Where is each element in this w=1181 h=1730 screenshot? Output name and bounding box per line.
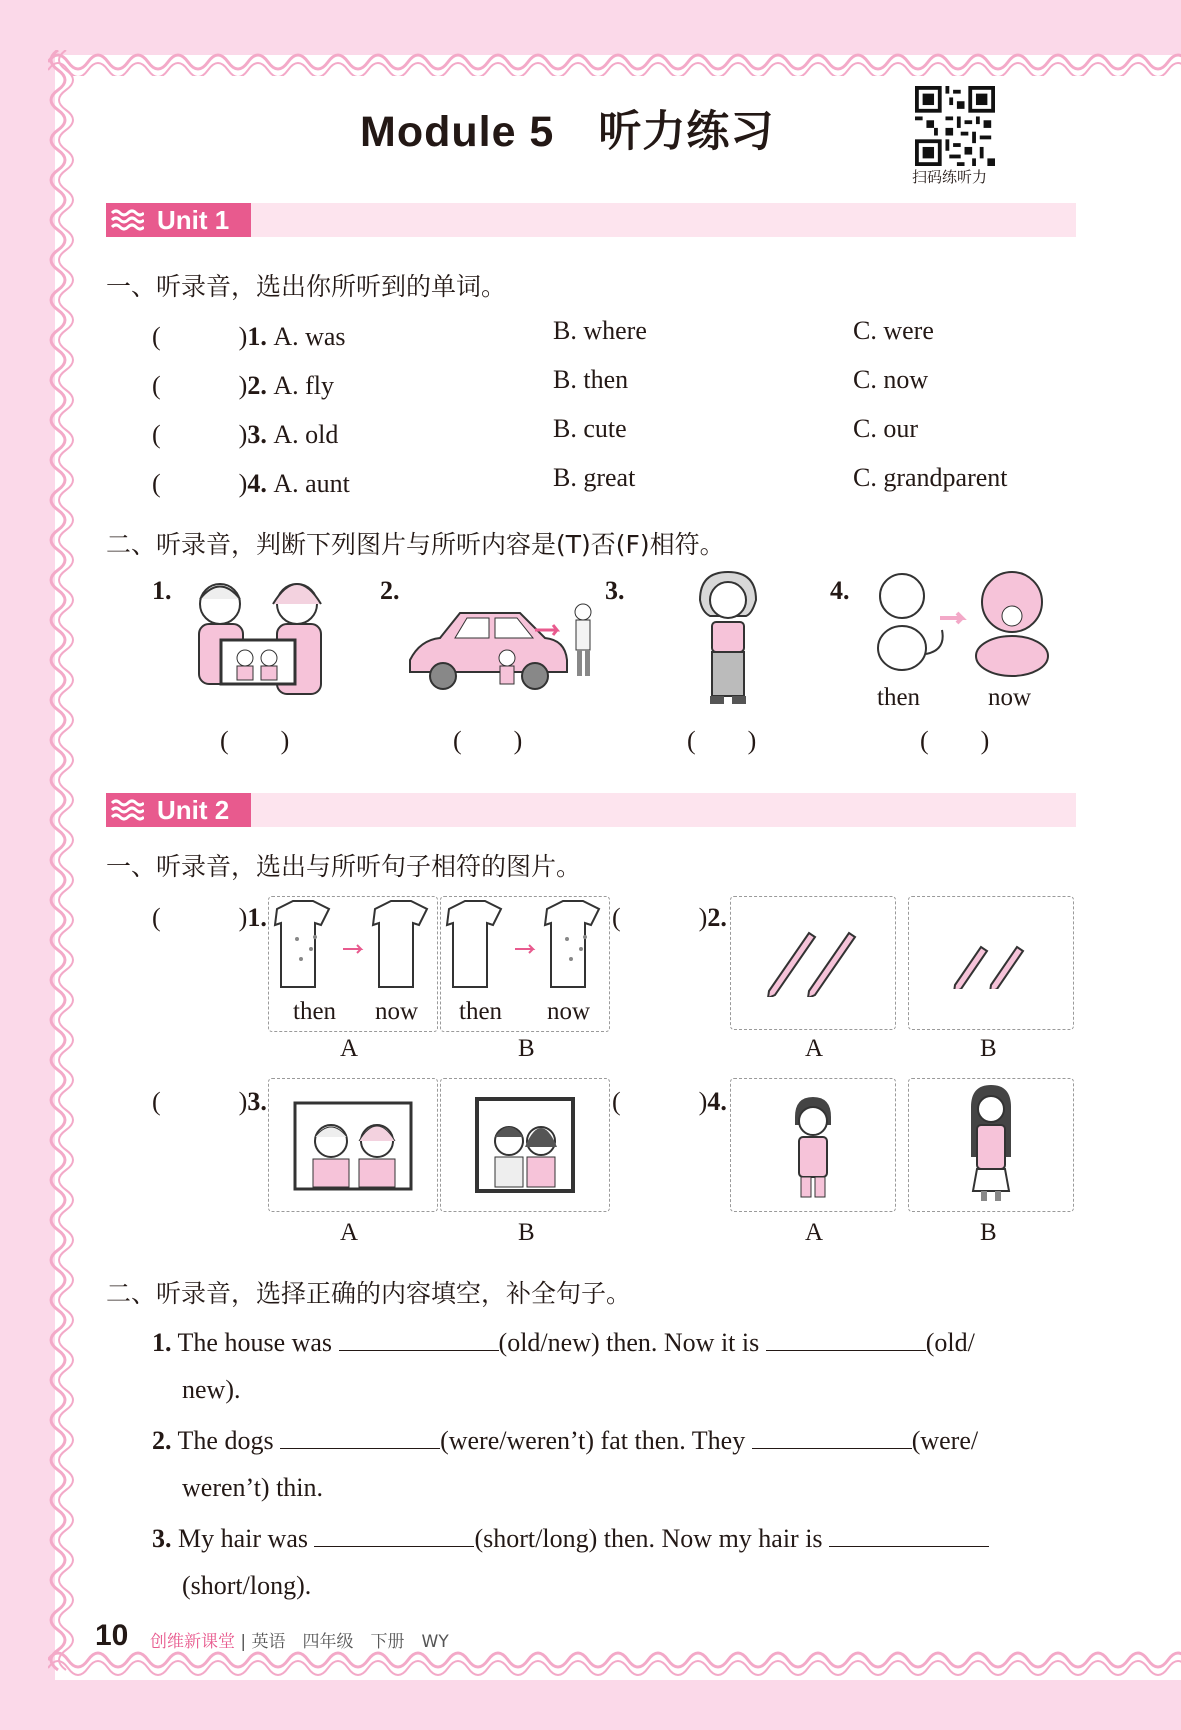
fill-blank[interactable] [280,1424,440,1449]
item-number: 1. [152,1328,172,1357]
option-c: C. grandparent [853,463,1008,492]
fill-blank[interactable] [766,1326,926,1351]
sentence-continuation: new). [182,1375,241,1404]
now-label: now [375,998,419,1025]
fill-blank[interactable] [314,1522,474,1547]
list-item [152,897,267,934]
answer-paren[interactable]: ( ) [687,726,757,755]
sentence-part: My hair was [178,1524,308,1553]
u1-s1-heading: 一、听录音，选出你所听到的单词。 [106,272,507,301]
answer-paren[interactable]: ( ) [220,726,290,755]
sentence-continuation: (short/long). [182,1571,312,1600]
choice-box-b[interactable] [440,1078,610,1212]
option-b-label: B [980,1219,997,1246]
item-number: 3. [605,576,625,605]
then-label: then [293,998,337,1025]
sentence-line [152,1326,975,1358]
item-number: 3. [247,1087,267,1116]
list-item [152,414,338,451]
u1-s2-heading: 二、听录音，判断下列图片与所听内容是(T)否(F)相符。 [106,530,725,559]
page-number: 10 [95,1619,129,1652]
item-number: 1. [152,576,172,605]
option-b-label: B [518,1219,535,1246]
long-hair-girl-image [961,1083,1021,1205]
waves-icon [110,798,144,822]
answer-paren[interactable]: ( ) [152,469,248,498]
option-a-label: A [340,1219,359,1246]
answer-paren[interactable]: ( ) [152,1087,248,1116]
item-number: 3. [247,420,267,449]
option-a: A. fly [273,371,334,400]
then-label: then [877,684,921,711]
option-a-label: A [340,1035,359,1062]
list-item [152,463,350,500]
footer-details: 英语 四年级 下册 WY [251,1632,449,1652]
unit1-label: Unit 1 [157,205,230,235]
choice-box-b[interactable] [440,896,610,1032]
list-item [152,365,334,402]
grandparents-photo-image [185,574,345,700]
page-title: Module 5 听力练习 [360,108,775,156]
children-photo-image [475,1097,575,1193]
sentence-part: (old/new) then. Now it is [498,1328,760,1357]
answer-paren[interactable]: ( ) [152,420,248,449]
answer-paren[interactable]: ( ) [152,322,248,351]
long-pencils-image [761,927,861,997]
grandparents-photo-image [293,1101,413,1191]
choice-box-b[interactable] [908,896,1074,1030]
option-b: B. great [553,463,636,492]
sentence-part: (short/long) then. Now my hair is [474,1524,823,1553]
option-b: B. then [553,365,629,394]
tshirt-clean-to-dirty-image [443,899,607,999]
item-number: 2. [152,1426,172,1455]
monkey-then-now-image [862,566,1062,678]
fill-blank[interactable] [752,1424,912,1449]
waves-icon [110,208,144,232]
qr-caption: 扫码练听力 [912,168,988,186]
sentence-line [152,1522,989,1554]
option-a: A. aunt [273,469,350,498]
choice-box-b[interactable] [908,1078,1074,1212]
option-b: B. cute [553,414,627,443]
choice-box-a[interactable] [730,896,896,1030]
option-b-label: B [980,1035,997,1062]
girl-image [680,570,770,712]
item-number: 2. [247,371,267,400]
sentence-part: The dogs [177,1426,274,1455]
option-a-label: A [805,1035,824,1062]
unit1-banner [106,203,1076,237]
option-a: A. was [273,322,346,351]
choice-box-a[interactable] [268,1078,438,1212]
footer-info [150,1627,449,1652]
wave-border-bottom [48,1650,1181,1684]
choice-box-a[interactable] [268,896,438,1032]
list-item [612,897,727,934]
fill-blank[interactable] [339,1326,499,1351]
sentence-line [152,1424,978,1456]
sentence-part: The house was [177,1328,333,1357]
answer-paren[interactable]: ( ) [612,1087,708,1116]
unit2-label: Unit 2 [157,795,230,825]
footer-divider: | [235,1632,252,1652]
short-pencils-image [949,939,1029,989]
choice-box-a[interactable] [730,1078,896,1212]
u2-s2-heading: 二、听录音，选择正确的内容填空，补全句子。 [106,1279,632,1308]
option-a-label: A [805,1219,824,1246]
item-number: 4. [707,1087,727,1116]
unit2-banner [106,793,1076,827]
u2-s1-heading: 一、听录音，选出与所听句子相符的图片。 [106,852,582,881]
list-item [612,1081,727,1118]
answer-paren[interactable]: ( ) [152,371,248,400]
qr-code[interactable] [915,86,995,166]
unit1-tag [106,203,251,237]
wave-border-left [44,50,74,1680]
option-c: C. now [853,365,929,394]
item-number: 4. [830,576,850,605]
sentence-part: (were/ [911,1426,979,1455]
tshirt-dirty-to-clean-image [271,899,435,999]
option-a: A. old [273,420,339,449]
answer-paren[interactable]: ( ) [920,726,990,755]
item-number: 4. [247,469,267,498]
sentence-part: (old/ [925,1328,975,1357]
wave-border-top [48,42,1181,76]
sentence-continuation: weren’t) thin. [182,1473,324,1502]
answer-paren[interactable]: ( ) [612,903,708,932]
list-item [152,1081,267,1118]
unit2-tag [106,793,251,827]
list-item [152,316,346,353]
item-number: 1. [247,903,267,932]
sentence-part: (were/weren’t) fat then. They [440,1426,746,1455]
option-c: C. our [853,414,918,443]
item-number: 3. [152,1524,172,1553]
answer-paren[interactable]: ( ) [453,726,523,755]
option-b: B. where [553,316,647,345]
short-hair-girl-image [785,1095,841,1203]
answer-paren[interactable]: ( ) [152,903,248,932]
now-label: now [547,998,591,1025]
now-label: now [988,684,1032,711]
car-boy-image [405,598,605,698]
item-number: 2. [380,576,400,605]
option-c: C. were [853,316,934,345]
item-number: 2. [707,903,727,932]
footer-brand: 创维新课堂 [150,1632,235,1652]
fill-blank[interactable] [829,1522,989,1547]
item-number: 1. [247,322,267,351]
then-label: then [459,998,503,1025]
option-b-label: B [518,1035,535,1062]
